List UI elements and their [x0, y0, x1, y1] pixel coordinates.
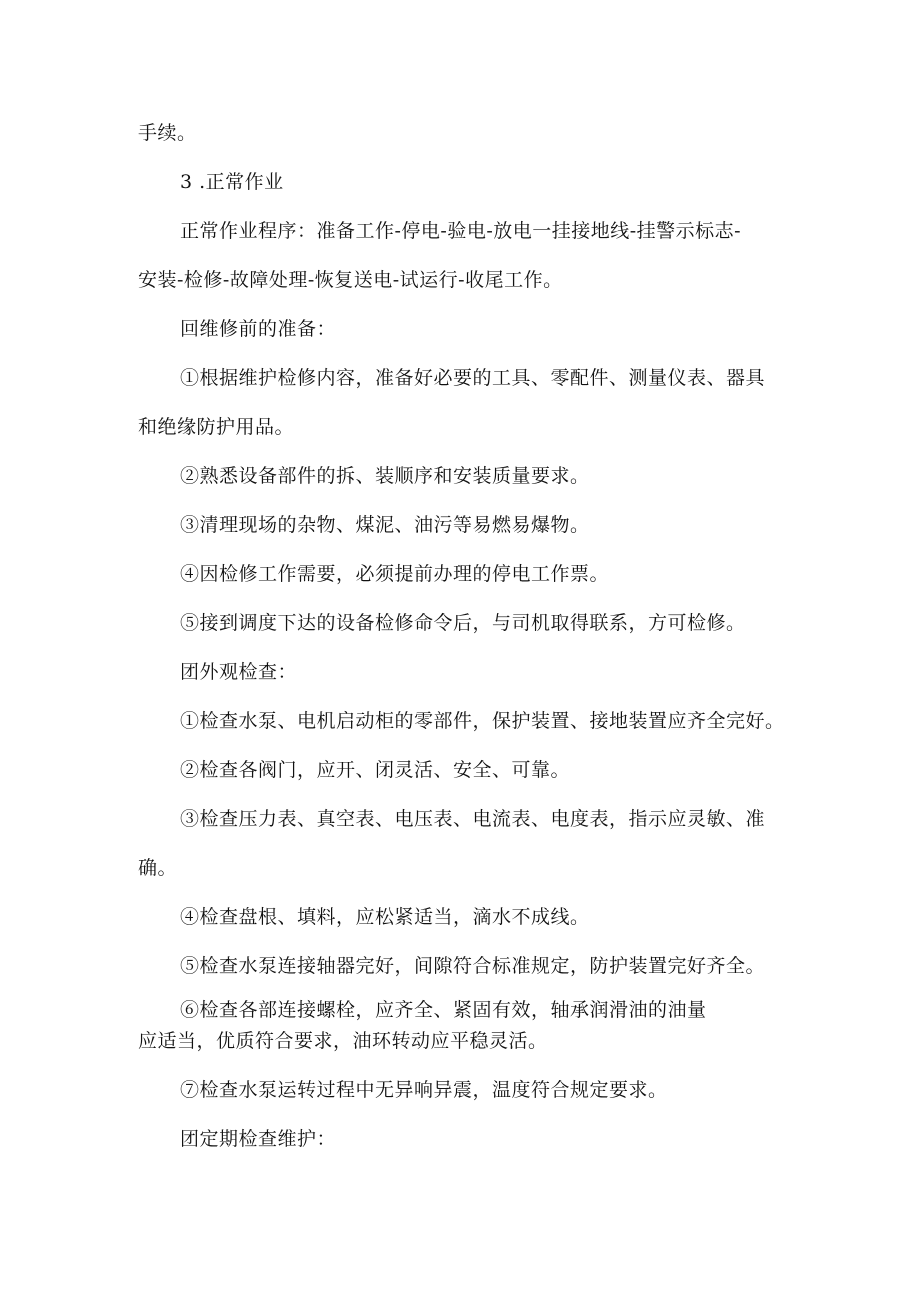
text-line: 确。 — [138, 857, 178, 879]
list-item: ⑦检查水泵运转过程中无异响异震，温度符合规定要求。 — [180, 1079, 668, 1101]
list-item: ①根据维护检修内容，准备好必要的工具、零配件、测量仪表、器具 — [180, 367, 766, 389]
subsection-heading: 团外观检查： — [180, 661, 298, 683]
list-item: ③检查压力表、真空表、电压表、电流表、电度表，指示应灵敏、准 — [180, 808, 766, 830]
list-item: ③清理现场的杂物、煤泥、油污等易燃易爆物。 — [180, 514, 590, 536]
text-line: 应适当，优质符合要求，油环转动应平稳灵活。 — [138, 1030, 548, 1052]
list-item: ④因检修工作需要，必须提前办理的停电工作票。 — [180, 563, 610, 585]
list-item: ⑥检查各部连接螺栓，应齐全、紧固有效，轴承润滑油的油量 — [180, 999, 707, 1021]
section-heading: 3 .正常作业 — [180, 171, 284, 193]
list-item: ④检查盘根、填料，应松紧适当，滴水不成线。 — [180, 906, 590, 928]
text-line: 正常作业程序：准备工作-停电-验电-放电一挂接地线-挂警示标志- — [180, 220, 742, 242]
list-item: ②检查各阀门，应开、闭灵活、安全、可靠。 — [180, 759, 571, 781]
subsection-heading: 回维修前的准备： — [180, 318, 337, 340]
list-item: ⑤接到调度下达的设备检修命令后，与司机取得联系，方可检修。 — [180, 612, 746, 634]
text-line: 安装-检修-故障处理-恢复送电-试运行-收尾工作。 — [138, 269, 563, 291]
text-line: 和绝缘防护用品。 — [138, 416, 295, 438]
list-item: ②熟悉设备部件的拆、装顺序和安装质量要求。 — [180, 465, 590, 487]
text-line: 手续。 — [138, 122, 197, 144]
subsection-heading: 团定期检查维护： — [180, 1128, 337, 1150]
list-item: ⑤检查水泵连接轴器完好，间隙符合标准规定，防护装置完好齐全。 — [180, 955, 766, 977]
list-item: ①检查水泵、电机启动柜的零部件，保护装置、接地装置应齐全完好。 — [180, 710, 785, 732]
